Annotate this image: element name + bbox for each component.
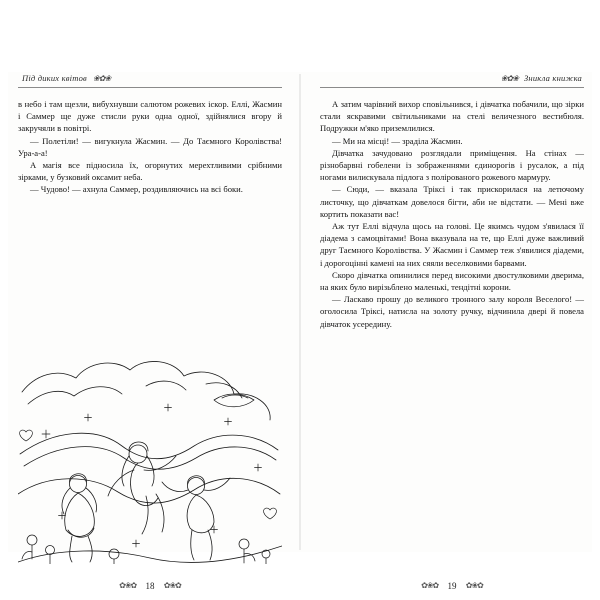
paragraph: А затим чарівний вихор сповільнився, і дівчатка побачили, що зірки стали яскравими світильниками на стелі величезного вестибюля. Подружки м'яко приземлилися.: [320, 99, 584, 134]
folio-right: [320, 580, 584, 598]
paragraph: в небо і там щезли, вибухнувши салютом рожевих іскор. Еллі, Жасмин і Саммер ще дуже стисли руки одна одної, здійнялися вгору й закручяли в повітрі.: [18, 99, 282, 134]
running-head-left-text: Під диких квітов: [22, 73, 87, 84]
ornament-icon: ❀✿❀: [93, 73, 111, 83]
paragraph: Аж тут Еллі відчула щось на голові. Це якимсь чудом з'явилася її діадема з самоцвітами! Вона вказувала на те, що Еллі дуже важливий друг Таємного Королівства. У Жасмин і Саммер теж з'явилися діадеми, і дорогоцінні камені на них сяяли веселковими барвами.: [320, 221, 584, 268]
paragraph: — Чудово! — ахнула Саммер, роздивляючись на всі боки.: [30, 184, 243, 195]
page-number: 19: [447, 580, 457, 591]
page-number: 18: [145, 580, 155, 591]
header-rule-right: [320, 87, 584, 88]
paragraph: Скоро дівчатка опинилися перед високими двостулковими дверима, на яких було вирізьблено маленькі, тендітні корони.: [320, 269, 584, 293]
folio-left: [18, 580, 282, 598]
girls-flying-illustration: [18, 334, 282, 564]
paragraph: А магія все підносила їх, огорнутих мерехтливими срібними зірками, у бузковий оксамит неба.: [18, 160, 282, 183]
paragraph: — Ласкаво прошу до великого тронного залу короля Веселого! — оголосила Тріксі, натисла на золоту ручку, відчинила двері й повела дівчаток усередину.: [320, 294, 584, 329]
paragraph: — Ми на місці! — зраділа Жасмин.: [332, 135, 463, 146]
left-page: [18, 72, 298, 591]
book-gutter: [299, 74, 301, 550]
ornament-icon: ✿❀✿: [119, 581, 137, 591]
running-head-left: [18, 72, 284, 88]
paragraph: — Сюди, — вказала Тріксі і так прискорилася на летючому листочку, що дівчаткам довелося бігти, аби не відстати. — Мені вже кортить показати вас!: [320, 184, 584, 219]
ornament-icon: ✿❀✿: [465, 581, 483, 591]
running-head-right-text: Зникла книжка: [524, 73, 582, 84]
ornament-icon: ✿❀✿: [163, 581, 181, 591]
right-page-text: [320, 98, 584, 330]
running-head-right: [320, 72, 586, 88]
ornament-icon: ❀✿❀: [500, 73, 518, 83]
left-page-text: [18, 98, 282, 196]
paragraph: — Полетіли! — вигукнула Жасмин. — До Таємного Королівства! Ура-а-а!: [18, 135, 282, 158]
ornament-icon: ✿❀✿: [421, 581, 439, 591]
paragraph: Дівчатка зачудовано розглядали приміщення. На стінах — різнобарвні гобелени із зображеннями єдинорогів і русалок, а під ногами вилискувала підлога з полірованого рожевого мармуру.: [320, 147, 584, 183]
header-rule-left: [18, 87, 282, 88]
right-page: [306, 72, 586, 591]
